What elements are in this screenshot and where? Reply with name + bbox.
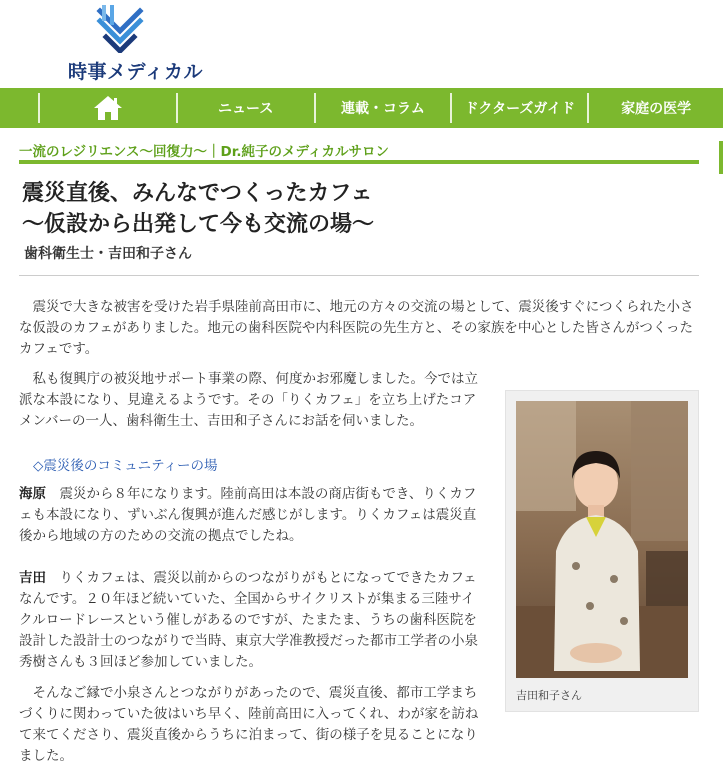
paragraph-continued: そんなご縁で小泉さんとつながりがあったので、震災直後、都市工学まちづくりに関わっていた彼はいち早く、陸前高田に入ってくれ、わが家を訪ねて来てくださり、震災直後からうちに泊まって、街の様子を見ることになりました。: [19, 685, 479, 764]
site-header: [0, 0, 723, 88]
title-line-1: 震災直後、みんなでつくったカフェ: [22, 181, 373, 206]
speaker-text: りくカフェは、震災以前からのつながりがもとになってできたカフェなんです。２０年ほど続いていた、全国からサイクリストが集まる三陸サイクルロードレースという催しがあるのですが、たまたま、うちの歯科医院を設計した設計士のつながりで当時、東京大学准教授だった都市工学者の小泉秀樹さんも３回ほど参加していました。: [19, 570, 478, 670]
speaker-name: 吉田: [19, 570, 46, 586]
speaker-name: 海原: [19, 486, 46, 502]
nav-item-news[interactable]: ニュース: [218, 101, 274, 117]
article-guest: 歯科衛生士・吉田和子さん: [24, 246, 192, 262]
side-accent-bar: [719, 141, 723, 174]
nav-item-columns[interactable]: 連載・コラム: [341, 101, 425, 117]
photo-caption: 吉田和子さん: [516, 689, 582, 702]
portrait-photo: [516, 401, 688, 678]
site-logo[interactable]: [68, 5, 203, 83]
nav-spacer: [0, 88, 38, 128]
article-title: [22, 178, 662, 240]
divider: [19, 275, 699, 276]
logo-mark-icon: [96, 5, 146, 53]
nav-item-home-medicine[interactable]: 家庭の医学: [621, 101, 692, 117]
speaker-text: 震災から８年になります。陸前高田は本設の商店街もでき、りくカフェも本設になり、ずいぶん復興が進んだ感じがします。りくカフェは震災直後から地域の方のための交流の拠点でしたね。: [19, 486, 477, 544]
title-line-2: 〜仮設から出発して今も交流の場〜: [22, 212, 375, 237]
logo-text: 時事メディカル: [68, 61, 203, 83]
portrait-illustration: [516, 401, 688, 678]
main-nav: [0, 88, 723, 128]
series-link[interactable]: 一流のレジリエンス〜回復力〜｜Dr.純子のメディカルサロン: [19, 144, 389, 160]
section-heading: ◇震災後のコミュニティーの場: [33, 458, 218, 474]
nav-home[interactable]: [40, 88, 176, 128]
series-underline: [19, 160, 699, 164]
paragraph-guest: [19, 568, 484, 673]
paragraph-intro: 震災で大きな被害を受けた岩手県陸前高田市に、地元の方々の交流の場として、震災後すぐにつくられた小さな仮設のカフェがありました。地元の歯科医院や内科医院の先生方と、その家族を中心とした皆さんがつくったカフェです。: [19, 299, 694, 357]
paragraph-interviewer: [19, 484, 484, 547]
photo-figure: [505, 390, 699, 712]
nav-item-doctors-guide[interactable]: ドクターズガイド: [464, 101, 575, 117]
home-icon: [93, 95, 123, 121]
paragraph-visit: 私も復興庁の被災地サポート事業の際、何度かお邪魔しました。今では立派な本設になり、見違えるようです。その「りくカフェ」を立ち上げたコアメンバーの一人、歯科衛生士、吉田和子さんにお話を伺いました。: [19, 371, 478, 429]
